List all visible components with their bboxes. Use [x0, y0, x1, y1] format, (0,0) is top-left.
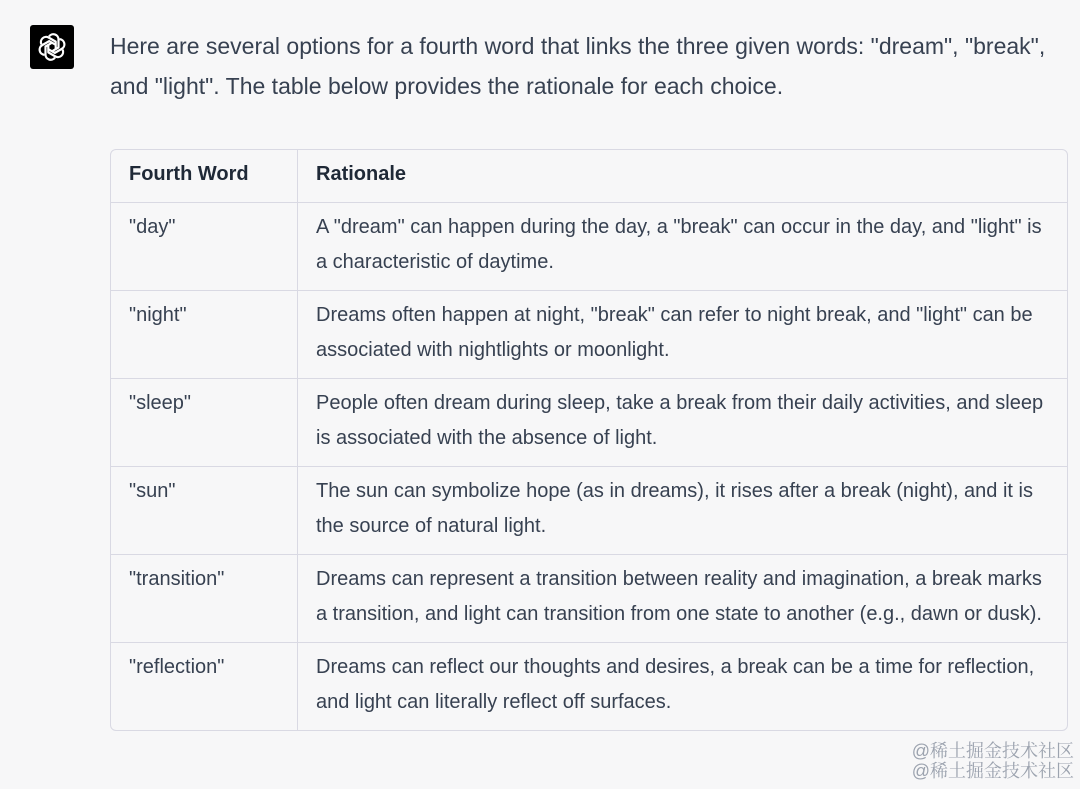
intro-text: Here are several options for a fourth word that links the three given words: "dream", "break", and "light". The table below provides the rationale for each choice.: [110, 33, 1046, 99]
assistant-avatar: [30, 25, 74, 69]
table-row: [111, 467, 1067, 555]
cell-word: "night": [111, 291, 298, 379]
cell-word: "reflection": [111, 643, 298, 731]
cell-word: "sun": [111, 467, 298, 555]
message-content: [110, 26, 1070, 106]
table-row: [111, 555, 1067, 643]
table-row: [111, 203, 1067, 291]
header-fourth-word: Fourth Word: [111, 150, 298, 203]
rationale-table: [110, 149, 1068, 731]
cell-rationale: The sun can symbolize hope (as in dreams), it rises after a break (night), and it is the source of natural light.: [298, 467, 1068, 555]
cell-word: "sleep": [111, 379, 298, 467]
cell-rationale: People often dream during sleep, take a break from their daily activities, and sleep is associated with the absence of light.: [298, 379, 1068, 467]
table-row: [111, 379, 1067, 467]
header-rationale: Rationale: [298, 150, 1068, 203]
watermark-line: @稀土掘金技术社区: [911, 741, 1074, 761]
table-row: [111, 643, 1067, 731]
table-row: [111, 291, 1067, 379]
cell-rationale: Dreams can represent a transition between reality and imagination, a break marks a transition, and light can transition from one state to another (e.g., dawn or dusk).: [298, 555, 1068, 643]
cell-word: "transition": [111, 555, 298, 643]
cell-rationale: A "dream" can happen during the day, a "break" can occur in the day, and "light" is a characteristic of daytime.: [298, 203, 1068, 291]
cell-rationale: Dreams can reflect our thoughts and desires, a break can be a time for reflection, and light can literally reflect off surfaces.: [316, 656, 1035, 713]
cell-word: "day": [111, 203, 298, 291]
cell-rationale: Dreams often happen at night, "break" can refer to night break, and "light" can be associated with nightlights or moonlight.: [298, 291, 1068, 379]
watermark: [912, 741, 1074, 781]
watermark-line: @稀土掘金技术社区: [911, 761, 1074, 781]
openai-logo-icon: [38, 33, 66, 61]
table-header-row: [111, 150, 1067, 203]
